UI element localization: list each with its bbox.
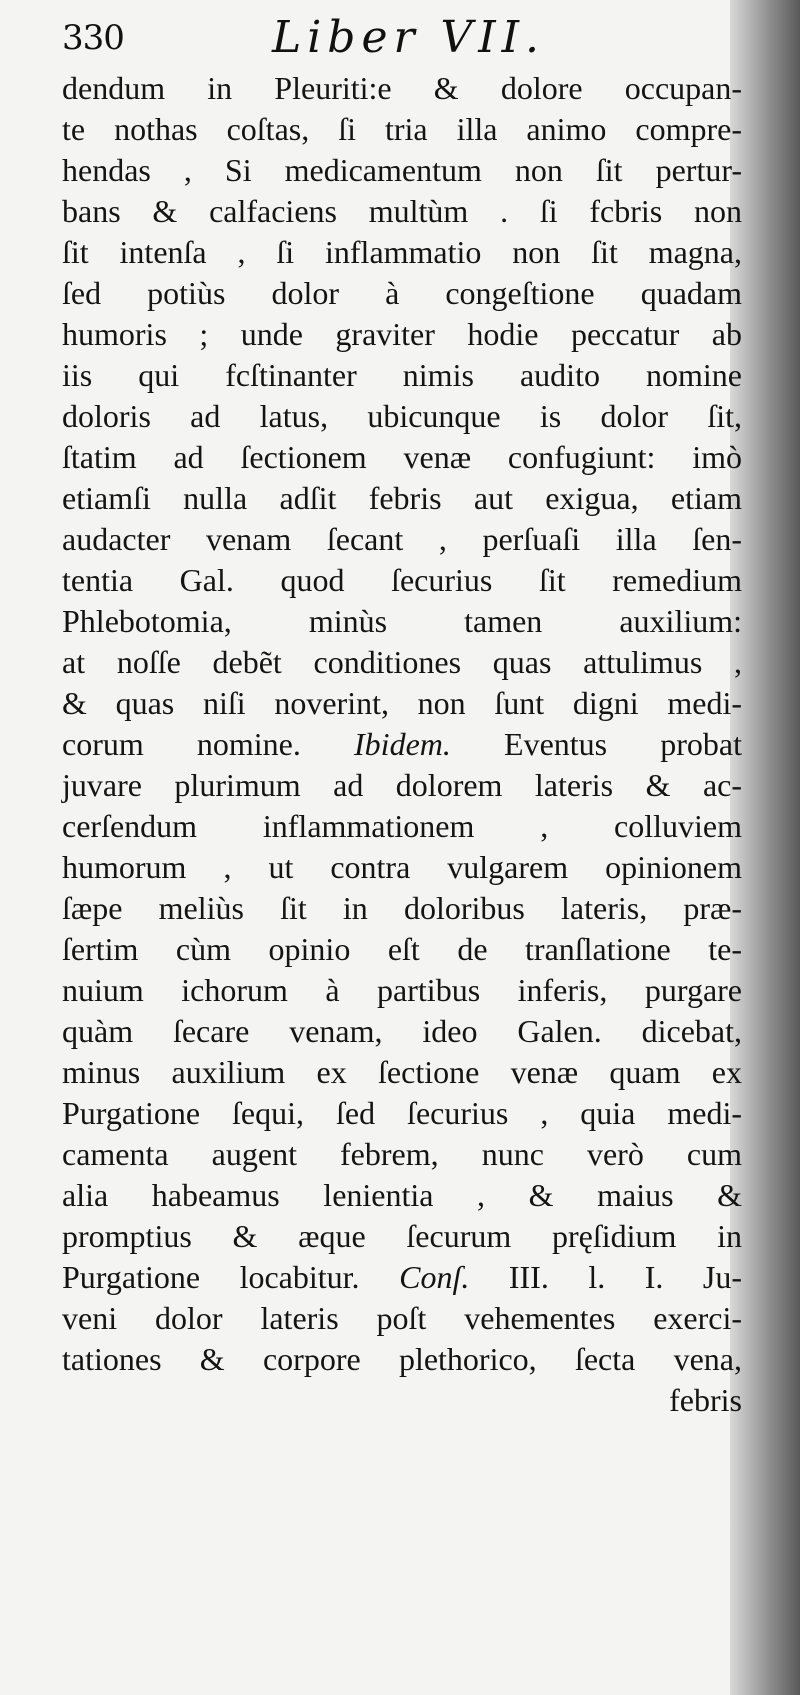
page-header xyxy=(0,8,740,64)
text-line: ſit intenſa , ſi inflammatio non ſit magna, xyxy=(62,234,742,270)
text-line: humorum , ut contra vulgarem opinionem xyxy=(62,849,742,885)
catchword: febris xyxy=(669,1382,742,1418)
citation-cons: Conſ. xyxy=(399,1259,470,1295)
text-line: doloris ad latus, ubicunque is dolor ſit, xyxy=(62,398,742,434)
page-number: 330 xyxy=(62,18,124,58)
running-title: Liber VII. xyxy=(272,12,546,63)
text-line: te nothas coſtas, ſi tria illa animo compre- xyxy=(62,111,742,147)
text-line: at noſſe debẽt conditiones quas attulimus , xyxy=(62,644,742,680)
text-line: promptius & æque ſecurum pręſidium in xyxy=(62,1218,742,1254)
text-line: veni dolor lateris poſt vehementes exerci- xyxy=(62,1300,742,1336)
text-segment: Purgatione locabitur. xyxy=(62,1259,360,1295)
text-line: dendum in Pleuriti:e & dolore occupan- xyxy=(62,70,742,106)
text-line: ſed potiùs dolor à congeſtione quadam xyxy=(62,275,742,311)
text-line: minus auxilium ex ſectione venæ quam ex xyxy=(62,1054,742,1090)
text-line: camenta augent febrem, nunc verò cum xyxy=(62,1136,742,1172)
text-line: tentia Gal. quod ſecurius ſit remedium xyxy=(62,562,742,598)
text-line: ſertim cùm opinio eſt de tranſlatione te- xyxy=(62,931,742,967)
text-line: bans & calfaciens multùm . ſi fcbris non xyxy=(62,193,742,229)
text-line-with-citation xyxy=(62,1257,742,1298)
text-line: hendas , Si medicamentum non ſit pertur- xyxy=(62,152,742,188)
text-line: nuium ichorum à partibus inferis, purgare xyxy=(62,972,742,1008)
text-line: ſæpe meliùs ſit in doloribus lateris, præ- xyxy=(62,890,742,926)
text-line-with-citation xyxy=(62,724,742,765)
text-line: tationes & corpore plethorico, ſecta vena, xyxy=(62,1341,742,1377)
text-line: & quas niſi noverint, non ſunt digni medi- xyxy=(62,685,742,721)
text-line: quàm ſecare venam, ideo Galen. dicebat, xyxy=(62,1013,742,1049)
text-line: audacter venam ſecant , perſuaſi illa ſen- xyxy=(62,521,742,557)
text-segment: Eventus probat xyxy=(504,726,742,762)
text-line: alia habeamus lenientia , & maius & xyxy=(62,1177,742,1213)
text-line: Phlebotomia, minùs tamen auxilium: xyxy=(62,603,742,639)
text-line: ſtatim ad ſectionem venæ confugiunt: imò xyxy=(62,439,742,475)
body-text xyxy=(62,68,742,1421)
citation-ibidem: Ibidem. xyxy=(354,726,451,762)
text-segment: corum nomine. xyxy=(62,726,301,762)
text-line: etiamſi nulla adſit febris aut exigua, etiam xyxy=(62,480,742,516)
text-line: humoris ; unde graviter hodie peccatur ab xyxy=(62,316,742,352)
text-line: Purgatione ſequi, ſed ſecurius , quia medi- xyxy=(62,1095,742,1131)
text-line: juvare plurimum ad dolorem lateris & ac- xyxy=(62,767,742,803)
text-line: cerſendum inflammationem , colluviem xyxy=(62,808,742,844)
text-segment: III. l. I. Ju- xyxy=(508,1259,743,1295)
text-line: iis qui fcſtinanter nimis audito nomine xyxy=(62,357,742,393)
